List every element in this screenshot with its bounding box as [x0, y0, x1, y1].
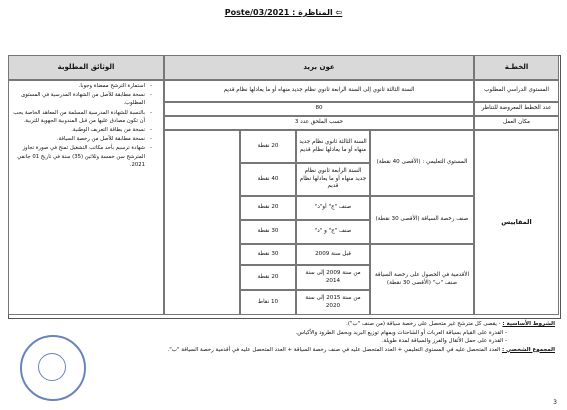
doc-item: - شهادة ترسيم بأحد مكاتب التشغيل تمنح في صورة تجاوز المترشح سن خمسة وثلاثين (35) سنة في تاريخ 01 جانفي 2021.	[8, 144, 152, 169]
seniority-row1-points: 30 نقطة	[240, 244, 296, 265]
doc-item: - بالنسبة للشهادة المدرسية المسلمة من المعاهد الخاصة يجب أن تكون مصادق عليها من قبل المندوبية الجهوية للتربية.	[8, 109, 152, 125]
place-value: حسب الملحق عدد 3	[164, 116, 474, 130]
seniority-row3-desc: من سنة 2015 إلى سنة 2020	[296, 290, 370, 315]
doc-item: - نسخة مطابقة للأصل من الشهادة المدرسية في المستوى المطلوب.	[8, 91, 152, 107]
total-line	[12, 346, 555, 355]
seniority-row3-points: 10 نقاط	[240, 290, 296, 315]
license-class-row1-desc: صنف "ج" أو"د"	[296, 196, 370, 220]
license-class-row1-points: 20 نقطة	[240, 196, 296, 220]
conditions-title: الشروط الأساسية :	[502, 321, 555, 327]
total-text: العدد المتحصل عليه في المستوى التعليمي + العدد المتحصل عليه في صنف رخصة السياقة + العدد المتحصل عليه في أقدمية رخصة السياقة "ب".	[167, 346, 501, 353]
license-class-label: صنف رخصة السياقة (الأقصى 30 نقطة)	[370, 196, 474, 244]
conditions-line-2: - القدرة على القيام بسياقة العربات أو الشاحنات وبمهام توزيع البريد وبحمل الطرود والأكياس.	[295, 329, 507, 336]
education-row1-points: 20 نقطة	[240, 130, 296, 163]
official-stamp	[20, 335, 86, 401]
doc-item: - نسخة مطابقة للأصل من رخصة السياقة.	[8, 135, 152, 143]
level-label: المستوى الدراسي المطلوب	[474, 80, 559, 102]
criteria-spacer	[164, 130, 240, 315]
license-class-row2-desc: صنف "ج" و "د"	[296, 220, 370, 244]
doc-item: - استمارة الترشح ممضاة وجوبا.	[8, 82, 152, 90]
license-class-row2-points: 30 نقطة	[240, 220, 296, 244]
header-plan: الخطـة	[474, 55, 559, 80]
page-title: ⇦ المناظرة : 2021/Poste/03	[224, 8, 343, 17]
header-docs: الوثائق المطلوبة	[8, 55, 164, 80]
total-title: المجموع الشخصي :	[501, 346, 555, 353]
place-label: مكان العمل	[474, 116, 559, 130]
education-row2-points: 40 نقطة	[240, 163, 296, 196]
conditions-text: - يقصى كل مترشح غير متحصل على رخصة سياقة (من صنف "ب").	[346, 321, 501, 327]
education-label: المستوى التعليمي : (الأقصى 40 نقطة)	[370, 130, 474, 196]
count-value: 80	[164, 102, 474, 116]
seniority-row1-desc: قبل سنة 2009	[296, 244, 370, 265]
header-offer: عون بريد	[164, 55, 474, 80]
seniority-row2-desc: من سنة 2009 إلى سنة 2014	[296, 265, 370, 290]
education-row2-desc: السنة الرابعة ثانوي نظام جديد منهاه أو ما يعادلها نظام قديم	[296, 163, 370, 196]
criteria-label: المقاييس	[474, 130, 559, 315]
license-seniority-label: الأقدمية في الحصول على رخصة السياقة صنف "ب" (الأقصى 30 نقطة)	[370, 244, 474, 315]
page-number: 3	[553, 399, 557, 406]
education-row1-desc: السنة الثالثة ثانوي نظام جديد منهاه أو ما يعادلها نظام قديم	[296, 130, 370, 163]
conditions-line	[12, 320, 555, 329]
required-documents-list	[8, 82, 152, 202]
footer-notes	[12, 320, 555, 354]
seniority-row2-points: 20 نقطة	[240, 265, 296, 290]
conditions-line-3: - القدرة على حمل الأثقال والفرز والسياقة لمدة طويلة.	[381, 338, 507, 345]
level-value: السنة الثالثة ثانوي إلى السنة الرابعة ثانوي نظام جديد منهاه أو ما يعادلها نظام قديم	[164, 80, 474, 102]
doc-item: - نسخة من بطاقة التعريف الوطنية.	[8, 126, 152, 134]
count-label: عدد الخطط المعروضة للتناظر	[474, 102, 559, 116]
